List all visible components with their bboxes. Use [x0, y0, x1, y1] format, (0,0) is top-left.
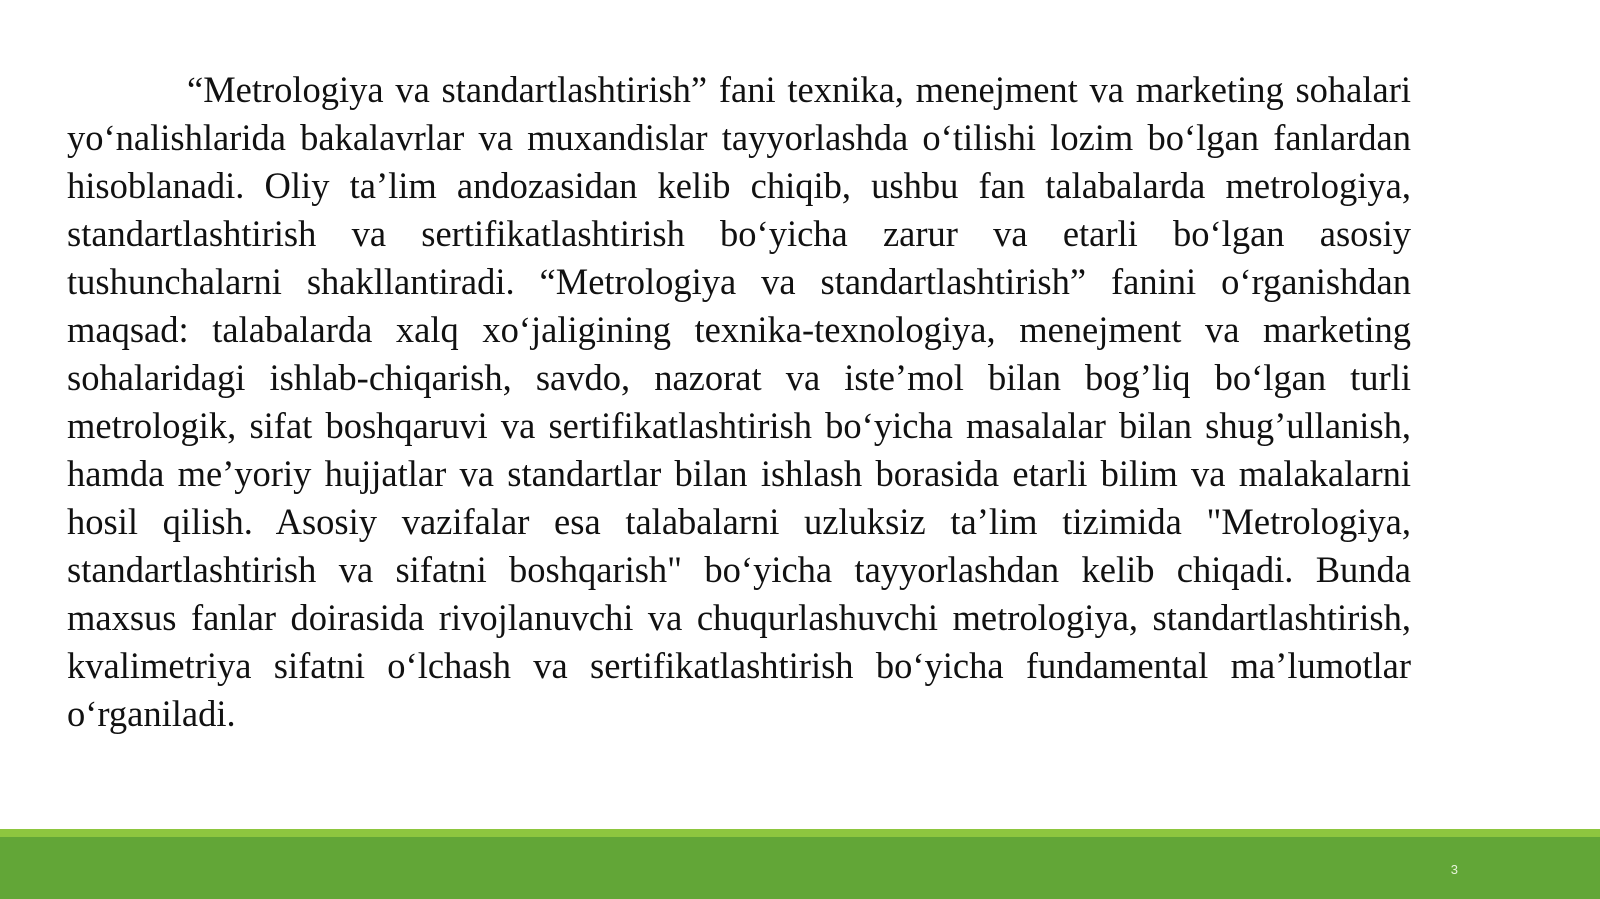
page-number: 3 [1450, 862, 1458, 877]
footer-bar [0, 837, 1600, 899]
footer-accent-line [0, 829, 1600, 837]
body-paragraph: “Metrologiya va standartlashtirish” fani texnika, menejment va marketing sohalari yo‘nalishlarida bakalavrlar va muxandislar tayyorlashda o‘tilishi lozim bo‘lgan fanlardan hisoblanadi. Oliy ta’lim andozasidan kelib chiqib, ushbu fan talabalarda metrologiya, standartlashtirish va sertifikatlashtirish bo‘yicha zarur va etarli bo‘lgan asosiy tushunchalarni shakllantiradi. “Metrologiya va standartlashtirish” fanini o‘rganishdan maqsad: talabalarda xalq xo‘jaligining texnika-texnologiya, menejment va marketing sohalaridagi ishlab-chiqarish, savdo, nazorat va iste’mol bilan bog’liq bo‘lgan turli metrologik, sifat boshqaruvi va sertifikatlashtirish bo‘yicha masalalar bilan shug’ullanish, hamda me’yoriy hujjatlar va standartlar bilan ishlash borasida etarli bilim va malakalarni hosil qilish. Asosiy vazifalar esa talabalarni uzluksiz ta’lim tizimida "Metrologiya, standartlashtirish va sifatni boshqarish" bo‘yicha tayyorlashdan kelib chiqadi. Bunda maxsus fanlar doirasida rivojlanuvchi va chuqurlashuvchi metrologiya, standartlashtirish, kvalimetriya sifatni o‘lchash va sertifikatlashtirish bo‘yicha fundamental ma’lumotlar o‘rganiladi. [67, 69, 1411, 734]
